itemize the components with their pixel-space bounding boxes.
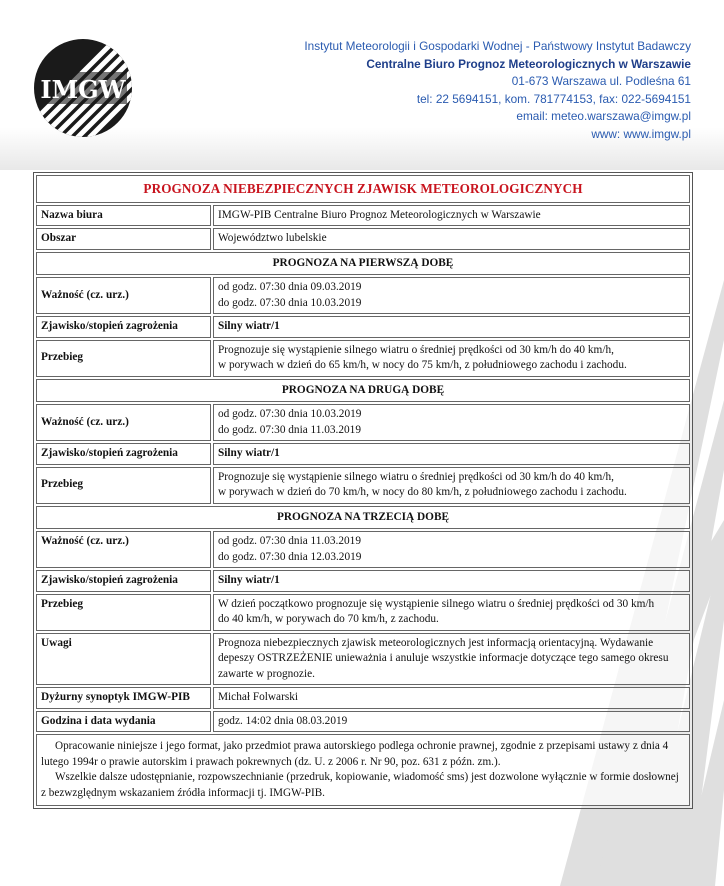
area-value: Województwo lubelskie [213, 228, 690, 250]
area-label: Obszar [36, 228, 211, 250]
validity-from: od godz. 07:30 dnia 10.03.2019 [218, 408, 362, 420]
section-day-2: PROGNOZA NA DRUGĄ DOBĘ [36, 379, 690, 403]
office-value: IMGW-PIB Centralne Biuro Prognoz Meteorologicznych w Warszawie [213, 205, 690, 227]
validity-value [213, 277, 690, 314]
imgw-logo [33, 38, 133, 138]
validity-label: Ważność (cz. urz.) [36, 277, 211, 314]
section-day-1: PROGNOZA NA PIERWSZĄ DOBĘ [36, 252, 690, 276]
letterhead [0, 0, 724, 165]
notes-label: Uwagi [36, 633, 211, 686]
phenomenon-value: Silny wiatr/1 [213, 570, 690, 592]
course-line: W dzień początkowo prognozuje się wystąpienie silnego wiatru o średniej prędkości od 30 km/h [218, 597, 655, 610]
section-day-3: PROGNOZA NA TRZECIĄ DOBĘ [36, 506, 690, 530]
logo-text: IMGW [40, 75, 126, 104]
course-line: Prognozuje się wystąpienie silnego wiatru o średniej prędkości od 30 km/h do 40 km/h, [218, 470, 614, 483]
validity-to: do godz. 07:30 dnia 11.03.2019 [218, 423, 361, 436]
phenomenon-label: Zjawisko/stopień zagrożenia [36, 316, 211, 338]
validity-to: do godz. 07:30 dnia 10.03.2019 [218, 296, 362, 309]
issued-value: godz. 14:02 dnia 08.03.2019 [213, 711, 690, 733]
course-line: Prognozuje się wystąpienie silnego wiatru o średniej prędkości od 30 km/h do 40 km/h, [218, 343, 614, 356]
course-value [213, 340, 690, 377]
validity-value [213, 404, 690, 441]
phenomenon-label: Zjawisko/stopień zagrożenia [36, 443, 211, 465]
copyright-footer [36, 734, 690, 806]
institute-name: Instytut Meteorologii i Gospodarki Wodnej - Państwowy Instytut Badawczy [304, 39, 691, 53]
forecast-table [34, 173, 692, 808]
synoptic-value: Michał Folwarski [213, 687, 690, 709]
website[interactable]: www: www.imgw.pl [591, 126, 691, 141]
course-label: Przebieg [36, 340, 211, 377]
distribution-paragraph: Wszelkie dalsze udostępnianie, rozpowszechnianie (przedruk, kopiowanie, wiadomość sms) jest dozwolone wyłącznie w formie dosłownej z bezwzględnym wskazaniem źródła informacji tj. IMGW-PIB. [41, 771, 679, 799]
office-label: Nazwa biura [36, 205, 211, 227]
course-line: w porywach w dzień do 70 km/h, w nocy do 80 km/h, z południowego zachodu i zachodu. [218, 486, 627, 498]
office-name: Centralne Biuro Prognoz Meteorologicznych w Warszawie [366, 56, 691, 71]
phenomenon-value: Silny wiatr/1 [213, 316, 690, 338]
phone: tel: 22 5694151, kom. 781774153, fax: 022-5694151 [416, 91, 691, 106]
issued-label: Godzina i data wydania [36, 711, 211, 733]
document-title: PROGNOZA NIEBEZPIECZNYCH ZJAWISK METEOROLOGICZNYCH [36, 175, 690, 203]
course-label: Przebieg [36, 467, 211, 504]
validity-from: od godz. 07:30 dnia 09.03.2019 [218, 281, 362, 293]
course-line: do 40 km/h, w porywach do 70 km/h, z zachodu. [218, 613, 439, 625]
email[interactable]: email: meteo.warszawa@imgw.pl [516, 109, 691, 124]
course-label: Przebieg [36, 594, 211, 631]
course-value [213, 467, 690, 504]
forecast-document [33, 172, 693, 809]
notes-value: Prognoza niebezpiecznych zjawisk meteorologicznych jest informacją orientacyjną. Wydawanie depeszy OSTRZEŻENIE unieważnia i anuluje wszystkie informacje dotyczące tego samego okresu zawarte w prognozie. [213, 633, 690, 686]
copyright-paragraph: Opracowanie niniejsze i jego format, jako przedmiot prawa autorskiego podlega ochronie prawnej, zgodnie z przepisami ustawy z dnia 4 lutego 1994r o prawie autorskim i prawach pokrewnych (dz. U. z 2006 r. Nr 90, poz. 631 z późn. zm.). [41, 740, 669, 768]
validity-value [213, 531, 690, 568]
validity-label: Ważność (cz. urz.) [36, 531, 211, 568]
validity-label: Ważność (cz. urz.) [36, 404, 211, 441]
course-value [213, 594, 690, 631]
validity-to: do godz. 07:30 dnia 12.03.2019 [218, 550, 362, 563]
phenomenon-label: Zjawisko/stopień zagrożenia [36, 570, 211, 592]
validity-from: od godz. 07:30 dnia 11.03.2019 [218, 535, 361, 547]
synoptic-label: Dyżurny synoptyk IMGW-PIB [36, 687, 211, 709]
address: 01-673 Warszawa ul. Podleśna 61 [511, 74, 691, 89]
institute-info [304, 38, 691, 144]
phenomenon-value: Silny wiatr/1 [213, 443, 690, 465]
course-line: w porywach w dzień do 65 km/h, w nocy do 75 km/h, z południowego zachodu i zachodu. [218, 359, 627, 371]
